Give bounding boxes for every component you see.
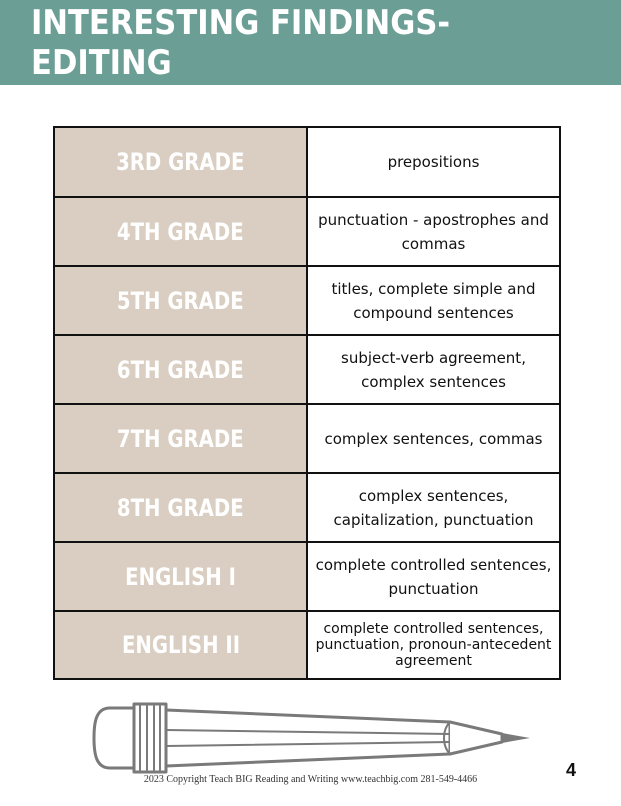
finding-cell: complete controlled sentences, punctuation, pronoun-antecedent agreement xyxy=(315,621,552,669)
grade-label: ENGLISH I xyxy=(125,562,236,591)
table-row xyxy=(55,543,559,612)
finding-cell: titles, complete simple and compound sentences xyxy=(331,279,536,322)
finding-cell: prepositions xyxy=(387,153,480,171)
finding-cell: punctuation - apostrophes and commas xyxy=(318,210,549,253)
grade-label: 6TH GRADE xyxy=(117,355,244,384)
pencil-icon xyxy=(90,700,536,776)
finding-cell: complete controlled sentences, punctuation xyxy=(315,555,552,598)
grade-cell xyxy=(55,474,308,541)
grade-cell xyxy=(55,267,308,334)
table-row xyxy=(55,336,559,405)
grade-label: ENGLISH II xyxy=(121,631,240,659)
grade-label: 8TH GRADE xyxy=(117,493,244,522)
finding-cell: complex sentences, commas xyxy=(324,429,543,448)
grade-cell xyxy=(55,336,308,403)
table-row xyxy=(55,128,559,198)
grade-cell xyxy=(55,198,308,265)
grade-cell xyxy=(55,405,308,472)
finding-cell: complex sentences, capitalization, punctuation xyxy=(333,486,534,529)
page-number: 4 xyxy=(566,760,577,780)
copyright-footer: 2023 Copyright Teach BIG Reading and Writing www.teachbig.com 281-549-4466 xyxy=(143,774,478,785)
page-title: INTERESTING FINDINGS- EDITING xyxy=(31,2,451,83)
table-row xyxy=(55,474,559,543)
table-row xyxy=(55,612,559,678)
grade-label: 7TH GRADE xyxy=(117,424,244,453)
table-row xyxy=(55,267,559,336)
table-row xyxy=(55,198,559,267)
grade-label: 4TH GRADE xyxy=(117,217,244,246)
grade-cell xyxy=(55,128,308,196)
table-row xyxy=(55,405,559,474)
grade-cell xyxy=(55,543,308,610)
grade-label: 3RD GRADE xyxy=(116,148,245,176)
findings-table xyxy=(53,126,561,680)
grade-cell xyxy=(55,612,308,678)
grade-label: 5TH GRADE xyxy=(117,286,244,315)
finding-cell: subject-verb agreement, complex sentences xyxy=(341,348,526,391)
